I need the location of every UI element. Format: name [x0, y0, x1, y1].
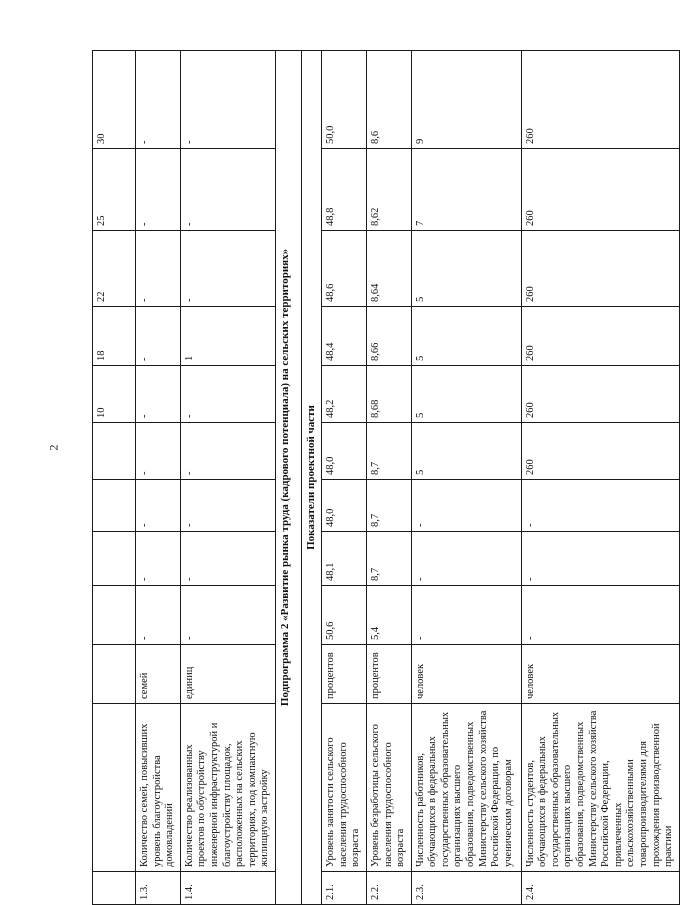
value-cell: - [136, 307, 181, 366]
value-cell: 48,0 [322, 423, 367, 480]
indicator-name: Численность студентов, обучающихся в федеральных государственных образовательных организациях высшего образования, подведомственных Министерству сельского хозяйства Российской Федерации, привлеченных сельскохозяйственными товаропроизводителями для прохождения производственной практики [521, 704, 679, 872]
table-row [93, 51, 136, 905]
value-cell: 8,62 [366, 149, 411, 231]
table-row [180, 51, 275, 905]
value-cell: 5 [411, 423, 521, 480]
table-row [136, 51, 181, 905]
value-cell: 48,1 [322, 532, 367, 586]
indicator-name: Количество реализованных проектов по обустройству инженерной инфраструктурой и благоустройству площадок, расположенных на сельских территориях, под компактную жилищную застройку [180, 704, 275, 872]
value-cell: 5,4 [366, 586, 411, 645]
unit: единиц [180, 645, 275, 704]
row-number: 1.3. [136, 872, 181, 905]
value-cell: 260 [521, 51, 679, 149]
value-cell: 48,6 [322, 231, 367, 307]
table-row [521, 51, 679, 905]
value-cell: 5 [411, 366, 521, 423]
value-cell: - [180, 480, 275, 532]
value-cell: 260 [521, 307, 679, 366]
value-cell: - [411, 586, 521, 645]
value-cell: - [180, 423, 275, 480]
row-number: 2.4. [521, 872, 679, 905]
indicator-name: Уровень занятости сельского населения трудоспособного возраста [322, 704, 367, 872]
value-cell: - [180, 586, 275, 645]
value-cell: - [180, 51, 275, 149]
subsection-title: Показатели проектной части [301, 51, 321, 905]
year-header: 10 [93, 366, 136, 423]
value-cell: - [180, 532, 275, 586]
value-cell: - [411, 532, 521, 586]
value-cell: 8,7 [366, 423, 411, 480]
indicator-name: Количество семей, повысивших уровень благоустройства домовладений [136, 704, 181, 872]
indicator-name: Уровень безработицы сельского населения трудоспособного возраста [366, 704, 411, 872]
year-header [93, 532, 136, 586]
value-cell: 9 [411, 51, 521, 149]
rotated-table-wrapper [92, 51, 675, 905]
unit: семей [136, 645, 181, 704]
year-header: 18 [93, 307, 136, 366]
table-row [275, 51, 301, 905]
year-header: 22 [93, 231, 136, 307]
unit: процентов [366, 645, 411, 704]
unit: человек [411, 645, 521, 704]
value-cell: 260 [521, 423, 679, 480]
row-number: 2.1. [322, 872, 367, 905]
value-cell: - [411, 480, 521, 532]
year-header [93, 480, 136, 532]
year-header [93, 586, 136, 645]
value-cell: 5 [411, 231, 521, 307]
indicators-table [92, 50, 680, 905]
value-cell: 50,6 [322, 586, 367, 645]
section-title: Подпрограмма 2 «Развитие рынка труда (кадрового потенциала) на сельских территориях» [275, 51, 301, 905]
value-cell: - [521, 480, 679, 532]
value-cell: - [521, 532, 679, 586]
row-number: 2.2. [366, 872, 411, 905]
unit: человек [521, 645, 679, 704]
table-row [322, 51, 367, 905]
value-cell: 260 [521, 231, 679, 307]
value-cell: 48,4 [322, 307, 367, 366]
value-cell: 8,64 [366, 231, 411, 307]
value-cell: - [136, 51, 181, 149]
year-header [93, 423, 136, 480]
value-cell: 8,68 [366, 366, 411, 423]
value-cell: 260 [521, 149, 679, 231]
value-cell: - [136, 149, 181, 231]
value-cell: 8,66 [366, 307, 411, 366]
value-cell: 7 [411, 149, 521, 231]
unit: процентов [322, 645, 367, 704]
value-cell: - [136, 366, 181, 423]
value-cell: 8,7 [366, 480, 411, 532]
value-cell: 5 [411, 307, 521, 366]
value-cell: 48,8 [322, 149, 367, 231]
value-cell: 48,0 [322, 480, 367, 532]
year-header: 30 [93, 51, 136, 149]
value-cell: 8,6 [366, 51, 411, 149]
value-cell: 8,7 [366, 532, 411, 586]
value-cell: - [180, 231, 275, 307]
row-number: 2.3. [411, 872, 521, 905]
indicator-name: Численность работников, обучающихся в федеральных государственных образовательных организациях высшего образования, подведомственных Министерству сельского хозяйства Российской Федерации, по ученическим договорам [411, 704, 521, 872]
value-cell: - [136, 586, 181, 645]
value-cell: 260 [521, 366, 679, 423]
value-cell: - [180, 366, 275, 423]
value-cell: - [136, 532, 181, 586]
year-header: 25 [93, 149, 136, 231]
value-cell: 1 [180, 307, 275, 366]
table-row [301, 51, 321, 905]
table-row [366, 51, 411, 905]
value-cell: - [136, 423, 181, 480]
value-cell: 48,2 [322, 366, 367, 423]
value-cell: - [521, 586, 679, 645]
value-cell: - [180, 149, 275, 231]
page-number: 2 [46, 444, 61, 451]
value-cell: - [136, 480, 181, 532]
value-cell: 50,0 [322, 51, 367, 149]
table-row [411, 51, 521, 905]
row-number: 1.4. [180, 872, 275, 905]
value-cell: - [136, 231, 181, 307]
